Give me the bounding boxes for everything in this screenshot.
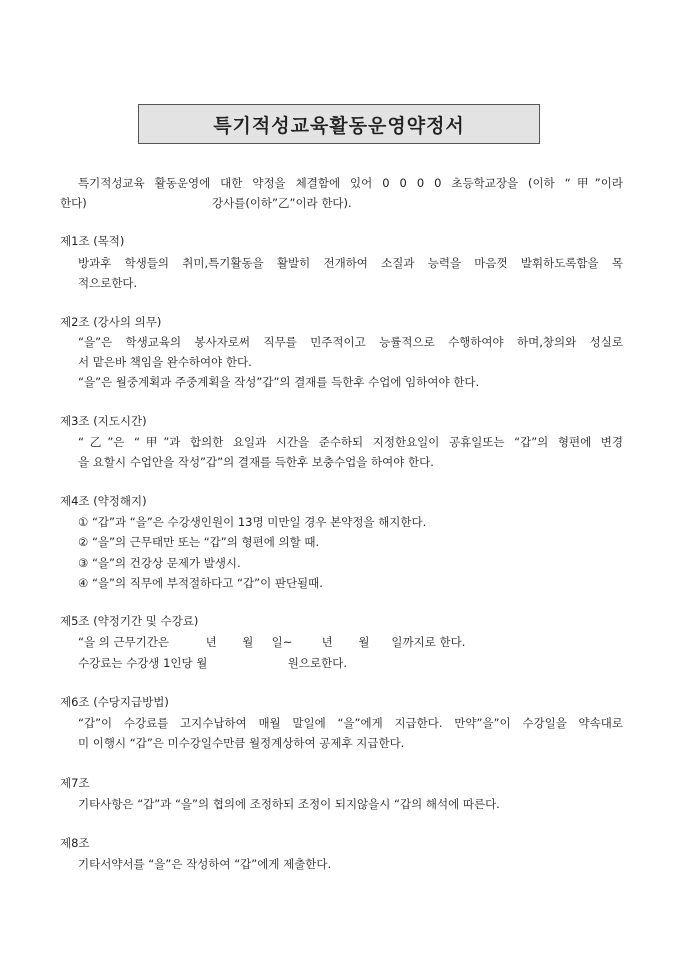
article-3-line-1: “乙”은 “甲”과 합의한 요일과 시간을 준수하되 지정한요일이 공휴일또는 “갑”의 형편에 변경 [78, 435, 623, 449]
article-5-line-2: 수강료는 수강생 1인당 월 원으로한다. [78, 656, 347, 670]
article-4-item-1: ① “갑”과 “을”은 수강생인원이 13명 미만일 경우 본약정을 해지한다. [78, 515, 427, 529]
article-6-heading: 제6조 (수당지급방법) [60, 695, 169, 709]
article-4-heading: 제4조 (약정해지) [60, 494, 147, 508]
article-5-line-1: “을 의 근무기간은 년 월 일~ 년 월 일까지로 한다. [78, 635, 466, 649]
article-6-line-2: 미 이행시 “갑”은 미수강일수만큼 월정계상하여 공제후 지급한다. [78, 736, 405, 750]
article-1-line-1: 방과후 학생들의 취미,특기활동을 활발히 전개하여 소질과 능력을 마음껏 발휘하도록함을 목 [78, 256, 623, 270]
article-5-heading: 제5조 (약정기간 및 수강료) [60, 614, 199, 628]
article-8-line-1: 기타서약서를 “을”은 작성하여 “갑”에게 제출한다. [78, 857, 332, 871]
article-1-heading: 제1조 (목적) [60, 234, 125, 248]
document-title: 특기적성교육활동운영약정서 [138, 104, 540, 144]
article-7-heading: 제7조 [60, 776, 90, 790]
article-8-heading: 제8조 [60, 836, 90, 850]
article-6-line-1: “갑”이 수강료를 고지수납하여 매월 말일에 “을”에게 지급한다. 만약”을”이 수강일을 약속대로 [78, 716, 623, 730]
article-2-line-3: “을”은 월중계획과 주중계획을 작성”갑”의 결재를 득한후 수업에 임하여야 한다. [78, 375, 480, 389]
article-4-item-2: ② “을”의 근무태만 또는 “갑”의 형편에 의할 때. [78, 535, 320, 549]
article-7-line-1: 기타사항은 “갑”과 “을”의 협의에 조정하되 조정이 되지않을시 “갑의 해석에 따른다. [78, 797, 500, 811]
intro-line-2b: 강사를(이하”乙”이라 한다). [212, 196, 352, 210]
article-2-line-1: “을”은 학생교육의 봉사자로써 직무를 민주적이고 능률적으로 수행하여야 하며,창의와 성실로 [78, 335, 623, 349]
article-3-heading: 제3조 (지도시간) [60, 414, 147, 428]
article-3-line-2: 을 요할시 수업안을 작성”갑”의 결재를 득한후 보충수업을 하여야 한다. [78, 455, 434, 469]
article-2-heading: 제2조 (강사의 의무) [60, 315, 162, 329]
article-4-item-3: ③ “을”의 건강상 문제가 발생시. [78, 556, 241, 570]
article-4-item-4: ④ “을”의 직무에 부적절하다고 “갑”이 판단될때. [78, 576, 323, 590]
article-2-line-2: 서 맡은바 책임을 완수하여야 한다. [78, 355, 252, 369]
article-1-line-2: 적으로한다. [78, 276, 138, 290]
intro-line-1: 특기적성교육 활동운영에 대한 약정을 체결함에 있어 0 0 0 0 초등학교장을 (이하 “甲”이라 [78, 176, 623, 190]
intro-line-2a: 한다) [60, 196, 87, 210]
